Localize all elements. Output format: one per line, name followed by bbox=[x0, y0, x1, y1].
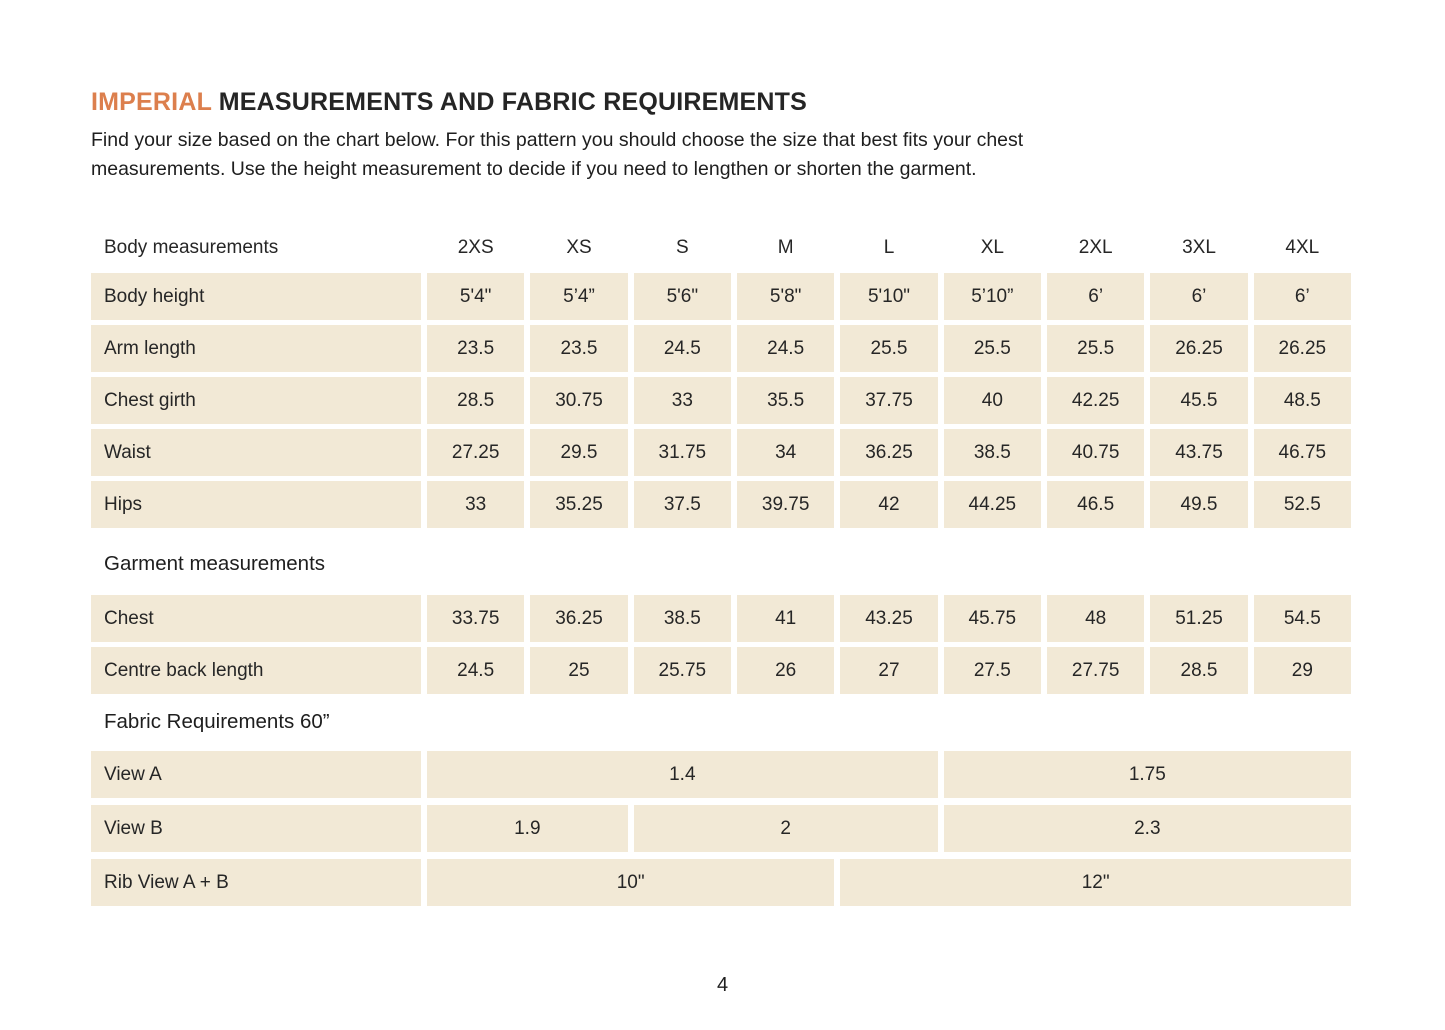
cell-value: 23.5 bbox=[427, 325, 524, 372]
cell-value: 44.25 bbox=[944, 481, 1041, 528]
table-row bbox=[91, 595, 1351, 642]
cell-value: 6’ bbox=[1254, 273, 1351, 320]
table-section-1 bbox=[91, 551, 1351, 694]
row-label: Hips bbox=[91, 481, 421, 528]
cell-value: 29 bbox=[1254, 647, 1351, 694]
cell-value: 48 bbox=[1047, 595, 1144, 642]
cell-value: 29.5 bbox=[530, 429, 627, 476]
column-header-label: Body measurements bbox=[104, 237, 279, 258]
cell-value: 1.4 bbox=[427, 751, 938, 798]
cell-value: 27.25 bbox=[427, 429, 524, 476]
cell-value: 28.5 bbox=[427, 377, 524, 424]
cell-value: 12" bbox=[840, 859, 1351, 906]
row-label: Waist bbox=[91, 429, 421, 476]
cell-value: 24.5 bbox=[427, 647, 524, 694]
cell-value: 25.5 bbox=[840, 325, 937, 372]
table-row bbox=[91, 429, 1351, 476]
cell-value: 43.25 bbox=[840, 595, 937, 642]
row-label: Rib View A + B bbox=[91, 859, 421, 906]
table-row bbox=[91, 751, 1351, 798]
size-column-header-4xl: 4XL bbox=[1285, 237, 1320, 258]
cell-value: 38.5 bbox=[944, 429, 1041, 476]
row-label: Chest bbox=[91, 595, 421, 642]
cell-value: 25.75 bbox=[634, 647, 731, 694]
cell-value: 34 bbox=[737, 429, 834, 476]
cell-value: 10" bbox=[427, 859, 834, 906]
table-row bbox=[91, 805, 1351, 852]
intro-line-2: measurements. Use the height measurement to decide if you need to lengthen or shorten the garment. bbox=[91, 158, 977, 180]
cell-value: 36.25 bbox=[530, 595, 627, 642]
cell-value: 41 bbox=[737, 595, 834, 642]
cell-value: 46.75 bbox=[1254, 429, 1351, 476]
table-section-0 bbox=[91, 273, 1351, 528]
cell-value: 5'4" bbox=[427, 273, 524, 320]
cell-value: 5'6" bbox=[634, 273, 731, 320]
page-title-highlight: IMPERIAL bbox=[91, 88, 212, 116]
cell-value: 38.5 bbox=[634, 595, 731, 642]
intro-line-1: Find your size based on the chart below. For this pattern you should choose the size that best fits your chest bbox=[91, 129, 1024, 151]
cell-value: 2 bbox=[634, 805, 938, 852]
cell-value: 45.5 bbox=[1150, 377, 1247, 424]
cell-value: 48.5 bbox=[1254, 377, 1351, 424]
section-title: Garment measurements bbox=[104, 552, 326, 575]
row-label: Body height bbox=[91, 273, 421, 320]
cell-value: 25.5 bbox=[944, 325, 1041, 372]
row-label: View A bbox=[91, 751, 421, 798]
cell-value: 46.5 bbox=[1047, 481, 1144, 528]
cell-value: 35.5 bbox=[737, 377, 834, 424]
size-column-header-3xl: 3XL bbox=[1182, 237, 1216, 258]
cell-value: 1.75 bbox=[944, 751, 1351, 798]
table-row bbox=[91, 647, 1351, 694]
cell-value: 40.75 bbox=[1047, 429, 1144, 476]
cell-value: 31.75 bbox=[634, 429, 731, 476]
cell-value: 43.75 bbox=[1150, 429, 1247, 476]
table-column-header-row bbox=[91, 228, 1351, 268]
cell-value: 26 bbox=[737, 647, 834, 694]
cell-value: 28.5 bbox=[1150, 647, 1247, 694]
cell-value: 37.75 bbox=[840, 377, 937, 424]
cell-value: 5'8" bbox=[737, 273, 834, 320]
row-label: Centre back length bbox=[91, 647, 421, 694]
cell-value: 27.75 bbox=[1047, 647, 1144, 694]
table-section-2 bbox=[91, 709, 1351, 906]
cell-value: 54.5 bbox=[1254, 595, 1351, 642]
cell-value: 6’ bbox=[1047, 273, 1144, 320]
cell-value: 2.3 bbox=[944, 805, 1351, 852]
size-column-header-xl: XL bbox=[980, 237, 1004, 258]
cell-value: 24.5 bbox=[737, 325, 834, 372]
size-chart-table bbox=[91, 228, 1351, 913]
size-column-header-2xs: 2XS bbox=[457, 237, 494, 258]
cell-value: 33 bbox=[634, 377, 731, 424]
page-title bbox=[91, 88, 807, 117]
table-row bbox=[91, 273, 1351, 320]
cell-value: 52.5 bbox=[1254, 481, 1351, 528]
size-column-header-m: M bbox=[777, 237, 794, 258]
cell-value: 39.75 bbox=[737, 481, 834, 528]
intro-paragraph bbox=[91, 126, 1023, 184]
cell-value: 6’ bbox=[1150, 273, 1247, 320]
row-label: View B bbox=[91, 805, 421, 852]
table-row bbox=[91, 377, 1351, 424]
section-title: Fabric Requirements 60” bbox=[104, 710, 330, 733]
cell-value: 37.5 bbox=[634, 481, 731, 528]
size-column-header-s: S bbox=[675, 237, 689, 258]
cell-value: 45.75 bbox=[944, 595, 1041, 642]
cell-value: 42 bbox=[840, 481, 937, 528]
cell-value: 49.5 bbox=[1150, 481, 1247, 528]
cell-value: 30.75 bbox=[530, 377, 627, 424]
table-row bbox=[91, 481, 1351, 528]
cell-value: 27.5 bbox=[944, 647, 1041, 694]
row-label: Arm length bbox=[91, 325, 421, 372]
cell-value: 25.5 bbox=[1047, 325, 1144, 372]
cell-value: 36.25 bbox=[840, 429, 937, 476]
cell-value: 1.9 bbox=[427, 805, 628, 852]
size-column-header-xs: XS bbox=[566, 237, 592, 258]
cell-value: 25 bbox=[530, 647, 627, 694]
cell-value: 51.25 bbox=[1150, 595, 1247, 642]
cell-value: 33 bbox=[427, 481, 524, 528]
cell-value: 26.25 bbox=[1150, 325, 1247, 372]
cell-value: 27 bbox=[840, 647, 937, 694]
cell-value: 5’10” bbox=[944, 273, 1041, 320]
cell-value: 33.75 bbox=[427, 595, 524, 642]
cell-value: 35.25 bbox=[530, 481, 627, 528]
table-row bbox=[91, 325, 1351, 372]
page-title-rest: MEASUREMENTS AND FABRIC REQUIREMENTS bbox=[211, 88, 807, 116]
cell-value: 24.5 bbox=[634, 325, 731, 372]
size-column-header-l: L bbox=[883, 237, 895, 258]
table-row bbox=[91, 859, 1351, 906]
cell-value: 26.25 bbox=[1254, 325, 1351, 372]
cell-value: 23.5 bbox=[530, 325, 627, 372]
cell-value: 5'10" bbox=[840, 273, 937, 320]
cell-value: 42.25 bbox=[1047, 377, 1144, 424]
cell-value: 5’4” bbox=[530, 273, 627, 320]
cell-value: 40 bbox=[944, 377, 1041, 424]
size-column-header-2xl: 2XL bbox=[1078, 237, 1113, 258]
page-number: 4 bbox=[716, 974, 729, 996]
row-label: Chest girth bbox=[91, 377, 421, 424]
